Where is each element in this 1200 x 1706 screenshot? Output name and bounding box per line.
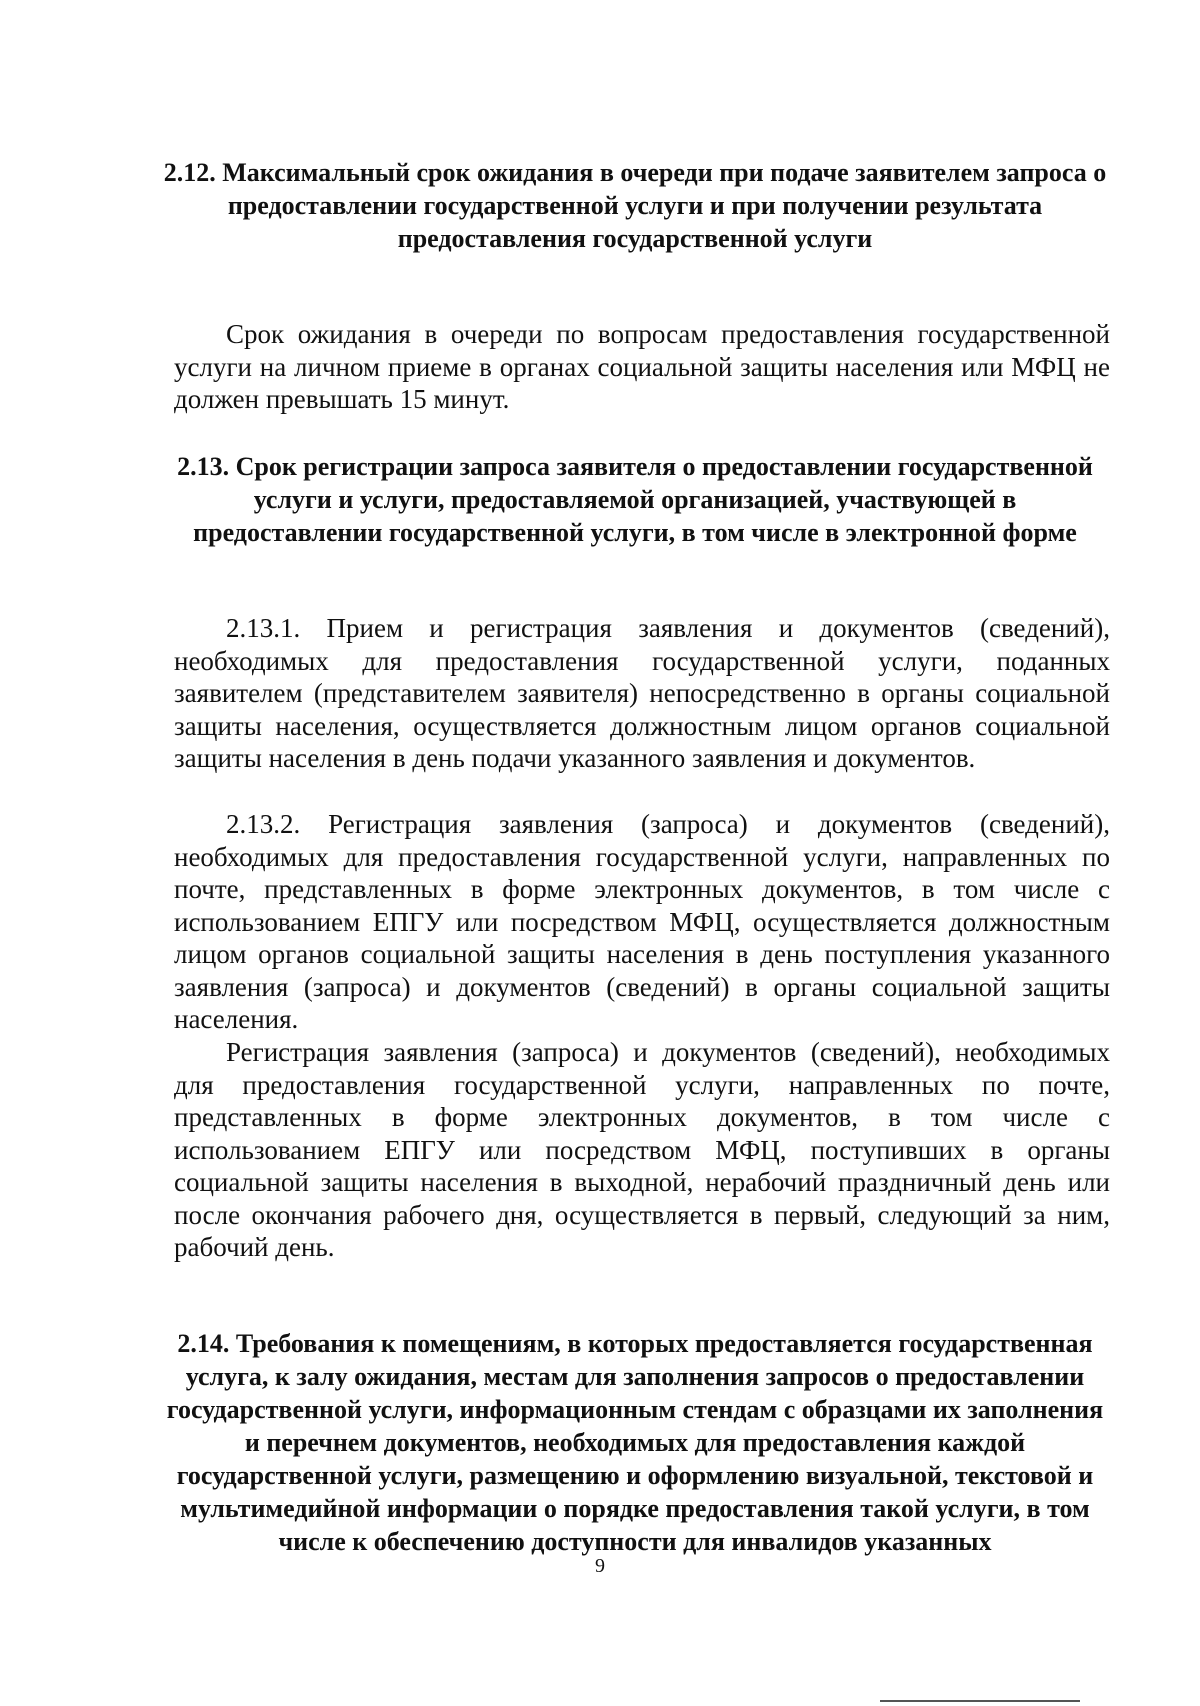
paragraph-2-13-1: 2.13.1. Прием и регистрация заявления и документов (сведений), необходимых для предоставления государственной услуги, поданных заявителем (представителем заявителя) непосредственно в органы социальной защиты населения, осуществляется должностным лицом органов социальной защиты населения в день подачи указанного заявления и документов.: [174, 613, 1110, 773]
scan-artifact-line: [880, 1700, 1080, 1702]
paragraph-queue-time: Срок ожидания в очереди по вопросам предоставления государственной услуги на личном приеме в органах социальной защиты населения или МФЦ не должен превышать 15 минут.: [174, 319, 1110, 414]
section-heading-2-13: 2.13. Срок регистрации запроса заявителя о предоставлении государственной услуги и услуги, предоставляемой организацией, участвующей в предоставлении государственной услуги, в том числе в электронной форме: [177, 452, 1093, 547]
page-number: 9: [595, 1555, 605, 1577]
paragraph-2-13-2: 2.13.2. Регистрация заявления (запроса) и документов (сведений), необходимых для предоставления государственной услуги, направленных по почте, представленных в форме электронных документов, в том числе с использованием ЕПГУ или посредством МФЦ, осуществляется должностным лицом органов социальной защиты населения в день поступления указанного заявления (запроса) и документов (сведений) в органы социальной защиты населения.: [174, 809, 1110, 1034]
paragraph-registration-holiday: Регистрация заявления (запроса) и документов (сведений), необходимых для предоставления государственной услуги, направленных по почте, представленных в форме электронных документов, в том числе с использованием ЕПГУ или посредством МФЦ, поступивших в органы социальной защиты населения в выходной, нерабочий праздничный день или после окончания рабочего дня, осуществляется в первый, следующий за ним, рабочий день.: [174, 1037, 1110, 1262]
section-heading-2-12: 2.12. Максимальный срок ожидания в очереди при подаче заявителем запроса о предоставлении государственной услуги и при получении результата предоставления государственной услуги: [163, 158, 1107, 253]
section-heading-2-14: 2.14. Требования к помещениям, в которых предоставляется государственная услуга, к залу ожидания, местам для заполнения запросов о предоставлении государственной услуги, информационным стендам с образцами их заполнения и перечнем документов, необходимых для предоставления каждой государственной услуги, размещению и оформлению визуальной, текстовой и мультимедийной информации о порядке предоставления такой услуги, в том числе к обеспечению доступности для инвалидов указанных: [166, 1329, 1104, 1556]
